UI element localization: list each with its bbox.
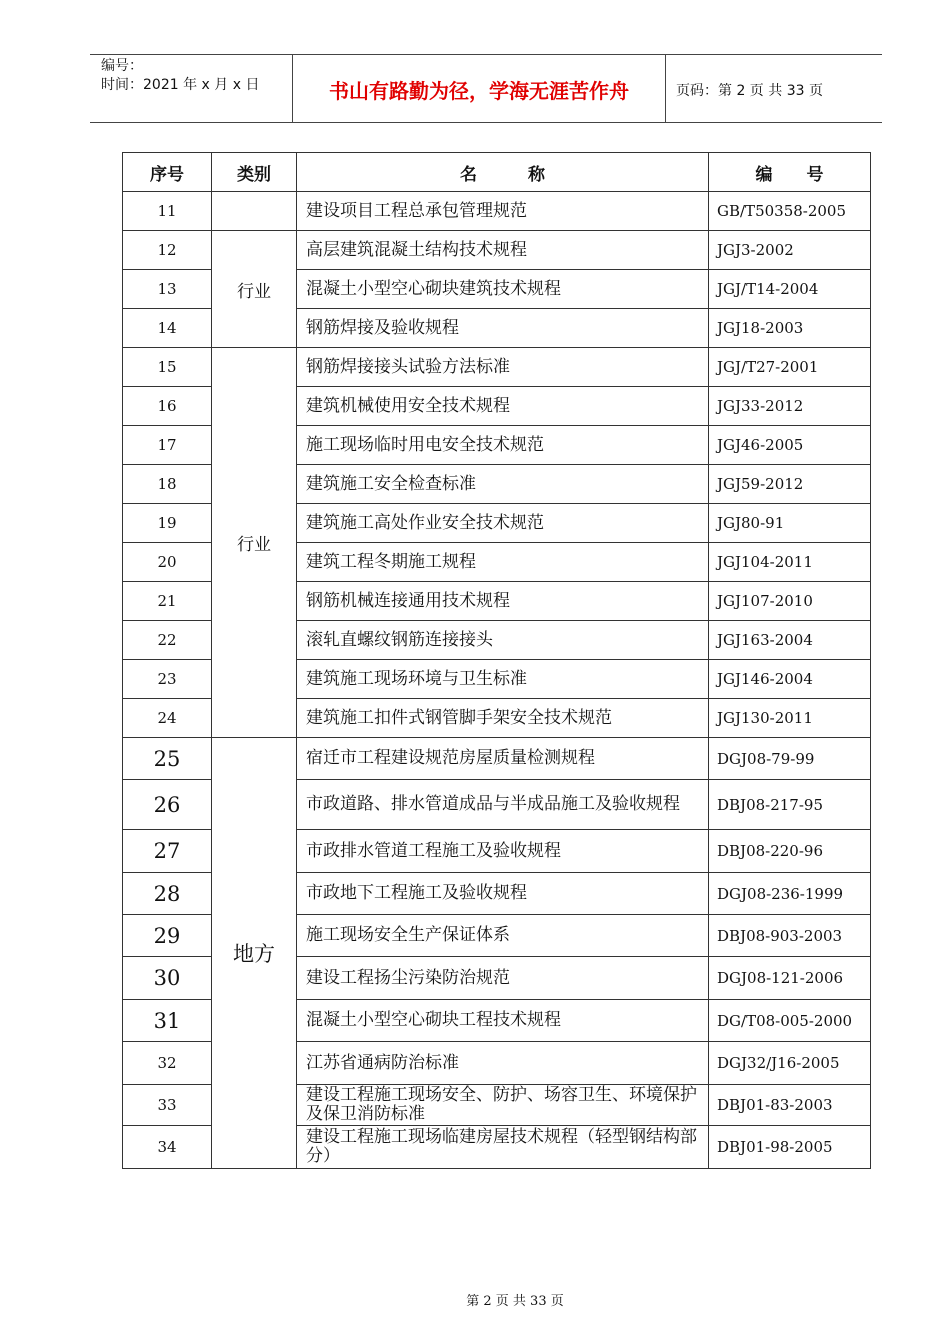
row-seq: 27: [123, 830, 212, 873]
row-seq: 19: [123, 504, 212, 543]
row-seq: 31: [123, 1000, 212, 1042]
row-seq: 20: [123, 543, 212, 582]
row-seq: 25: [123, 738, 212, 780]
header-meta: [101, 57, 259, 95]
row-seq: 14: [123, 309, 212, 348]
row-code: DGJ08-79-99: [709, 738, 871, 780]
row-seq: 21: [123, 582, 212, 621]
category-cell: 行业: [212, 231, 297, 348]
row-name: 建筑施工现场环境与卫生标准: [297, 660, 709, 699]
row-name: 建设工程扬尘污染防治规范: [297, 957, 709, 1000]
row-code: DBJ01-98-2005: [709, 1126, 871, 1169]
page-footer: 第 2 页 共 33 页: [466, 1294, 564, 1309]
row-seq: 22: [123, 621, 212, 660]
header-top-rule: [90, 54, 882, 55]
table-row: [123, 738, 871, 780]
row-code: JGJ3-2002: [709, 231, 871, 270]
row-code: JGJ163-2004: [709, 621, 871, 660]
row-seq: 15: [123, 348, 212, 387]
row-code: DBJ08-220-96: [709, 830, 871, 873]
row-category-empty: [212, 192, 297, 231]
row-name: 混凝土小型空心砌块建筑技术规程: [297, 270, 709, 309]
header-code-label: 编号：: [101, 58, 143, 74]
row-code: JGJ/T14-2004: [709, 270, 871, 309]
row-name: 施工现场临时用电安全技术规范: [297, 426, 709, 465]
row-name: 建设项目工程总承包管理规范: [297, 192, 709, 231]
row-name: 市政排水管道工程施工及验收规程: [297, 830, 709, 873]
row-code: DGJ32/J16-2005: [709, 1042, 871, 1085]
row-seq: 13: [123, 270, 212, 309]
table-row: [123, 348, 871, 387]
row-name: 高层建筑混凝土结构技术规程: [297, 231, 709, 270]
row-seq: 26: [123, 780, 212, 830]
col-header-category: 类别: [212, 153, 297, 192]
row-code: JGJ80-91: [709, 504, 871, 543]
row-name: 建筑工程冬期施工规程: [297, 543, 709, 582]
row-name: 建设工程施工现场临建房屋技术规程（轻型钢结构部分）: [297, 1126, 709, 1169]
row-seq: 34: [123, 1126, 212, 1169]
header-divider-right: [665, 54, 666, 122]
category-cell: 地方: [212, 738, 297, 1169]
row-code: JGJ107-2010: [709, 582, 871, 621]
row-code: JGJ59-2012: [709, 465, 871, 504]
row-seq: 11: [123, 192, 212, 231]
col-header-seq: 序号: [123, 153, 212, 192]
row-seq: 30: [123, 957, 212, 1000]
row-code: DGJ08-236-1999: [709, 873, 871, 915]
row-code: JGJ146-2004: [709, 660, 871, 699]
row-seq: 29: [123, 915, 212, 957]
row-name: 建筑施工扣件式钢管脚手架安全技术规范: [297, 699, 709, 738]
col-header-name: 名 称: [297, 153, 709, 192]
row-code: DBJ08-217-95: [709, 780, 871, 830]
row-name: 混凝土小型空心砌块工程技术规程: [297, 1000, 709, 1042]
row-name: 建筑机械使用安全技术规程: [297, 387, 709, 426]
row-code: DG/T08-005-2000: [709, 1000, 871, 1042]
row-seq: 18: [123, 465, 212, 504]
row-name: 钢筋焊接接头试验方法标准: [297, 348, 709, 387]
col-header-code: 编 号: [709, 153, 871, 192]
row-name: 建设工程施工现场安全、防护、场容卫生、环境保护及保卫消防标准: [297, 1085, 709, 1126]
row-name: 宿迁市工程建设规范房屋质量检测规程: [297, 738, 709, 780]
row-code: DGJ08-121-2006: [709, 957, 871, 1000]
category-cell: 行业: [212, 348, 297, 738]
row-code: JGJ46-2005: [709, 426, 871, 465]
table-row: [123, 231, 871, 270]
row-seq: 28: [123, 873, 212, 915]
table-row: [123, 192, 871, 231]
row-name: 建筑施工安全检查标准: [297, 465, 709, 504]
row-seq: 16: [123, 387, 212, 426]
standards-table: [122, 152, 871, 1169]
row-name: 市政道路、排水管道成品与半成品施工及验收规程: [297, 780, 709, 830]
row-code: GB/T50358-2005: [709, 192, 871, 231]
header-bottom-rule: [90, 122, 882, 123]
row-seq: 23: [123, 660, 212, 699]
row-name: 施工现场安全生产保证体系: [297, 915, 709, 957]
row-code: JGJ18-2003: [709, 309, 871, 348]
row-seq: 33: [123, 1085, 212, 1126]
row-code: JGJ130-2011: [709, 699, 871, 738]
row-name: 建筑施工高处作业安全技术规范: [297, 504, 709, 543]
row-seq: 24: [123, 699, 212, 738]
row-name: 钢筋机械连接通用技术规程: [297, 582, 709, 621]
header-time-label: 时间：2021 年 x 月 x 日: [101, 77, 260, 93]
row-name: 钢筋焊接及验收规程: [297, 309, 709, 348]
row-seq: 12: [123, 231, 212, 270]
table-header-row: [123, 153, 871, 192]
row-code: DBJ08-903-2003: [709, 915, 871, 957]
header-motto: 书山有路勤为径，学海无涯苦作舟: [329, 79, 629, 103]
row-name: 市政地下工程施工及验收规程: [297, 873, 709, 915]
header-page-info: 页码：第 2 页 共 33 页: [676, 83, 823, 99]
row-code: JGJ104-2011: [709, 543, 871, 582]
row-seq: 32: [123, 1042, 212, 1085]
row-code: JGJ/T27-2001: [709, 348, 871, 387]
row-code: DBJ01-83-2003: [709, 1085, 871, 1126]
row-name: 滚轧直螺纹钢筋连接接头: [297, 621, 709, 660]
row-code: JGJ33-2012: [709, 387, 871, 426]
row-name: 江苏省通病防治标准: [297, 1042, 709, 1085]
row-seq: 17: [123, 426, 212, 465]
